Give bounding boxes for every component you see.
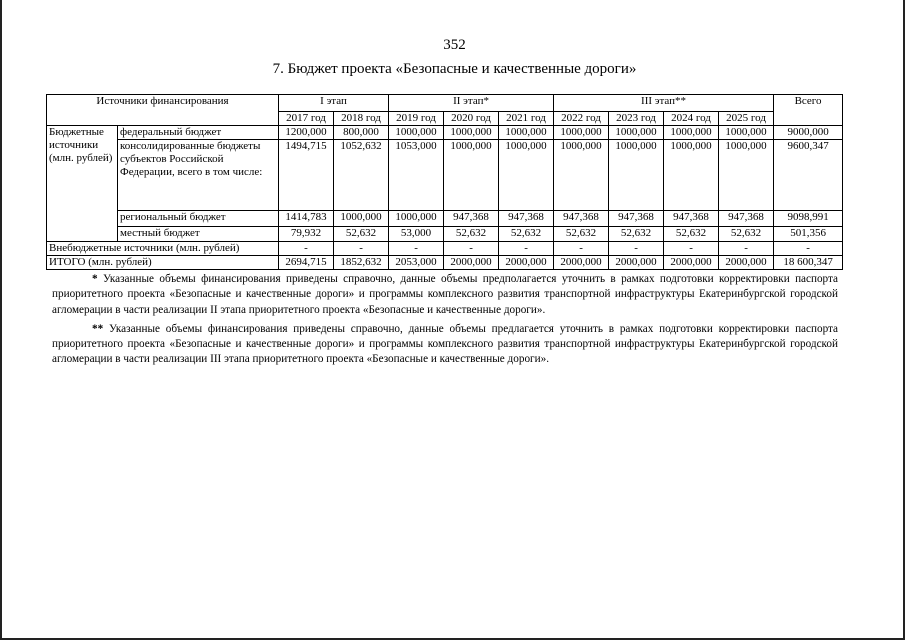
table-cell: 1000,000: [499, 140, 554, 211]
row-group-label: Бюджетные источники (млн. рублей): [47, 126, 118, 242]
footnote-mark: *: [92, 273, 98, 285]
footnote-stage-3: [52, 322, 838, 368]
footnote-text: Указанные объемы финансирования приведены справочно, данные объемы предлагается уточнить в рамках подготовки корректировки паспорта приоритетного проекта «Безопасные и качественные дороги» и программы комплексного развития транспортной инфраструктуры Екатеринбургской городской агломерации в части реализации III этапа приоритетного проекта «Безопасные и качественные дороги».: [52, 322, 839, 366]
table-cell: 1052,632: [334, 140, 389, 211]
table-cell: 1852,632: [334, 256, 389, 270]
year-header: 2020 год: [444, 112, 499, 126]
header-total: Всего: [774, 95, 843, 126]
header-stage-1: I этап: [279, 95, 389, 112]
footnotes: [52, 272, 838, 372]
table-cell: 1000,000: [389, 126, 444, 140]
budget-table: [46, 94, 843, 270]
row-total: 9000,000: [774, 126, 843, 140]
row-total: -: [774, 242, 843, 256]
row-label: консолидированные бюджеты субъектов Российской Федерации, всего в том числе:: [118, 140, 279, 211]
header-sources: Источники финансирования: [47, 95, 279, 126]
table-cell: 947,368: [719, 211, 774, 227]
table-cell: 52,632: [334, 227, 389, 242]
table-cell: -: [334, 242, 389, 256]
table-cell: 1200,000: [279, 126, 334, 140]
table-cell: 52,632: [664, 227, 719, 242]
year-header: 2018 год: [334, 112, 389, 126]
table-cell: 1000,000: [664, 140, 719, 211]
table-cell: 53,000: [389, 227, 444, 242]
footnote-mark: **: [92, 322, 104, 335]
row-total: 18 600,347: [774, 256, 843, 270]
row-label: региональный бюджет: [118, 211, 279, 227]
table-cell: -: [389, 242, 444, 256]
row-total: 9600,347: [774, 140, 843, 211]
table-row: [47, 211, 843, 227]
table-cell: 1000,000: [499, 126, 554, 140]
header-stage-2: II этап*: [389, 95, 554, 112]
table-cell: 947,368: [554, 211, 609, 227]
table-cell: -: [499, 242, 554, 256]
page-title: 7. Бюджет проекта «Безопасные и качественные дороги»: [272, 61, 637, 77]
header-stage-3: III этап**: [554, 95, 774, 112]
footnote-text: Указанные объемы финансирования приведены справочно, данные объемы предполагается уточнить в рамках подготовки корректировки паспорта приоритетного проекта «Безопасные и качественные дороги» и программы комплексного развития транспортной инфраструктуры Екатеринбургской городской агломерации в части реализации II этапа приоритетного проекта «Безопасные и качественные дороги».: [52, 273, 838, 316]
table-row-grand-total: [47, 256, 843, 270]
table-cell: 1000,000: [554, 126, 609, 140]
row-label: федеральный бюджет: [118, 126, 279, 140]
table-cell: 1000,000: [719, 126, 774, 140]
table-cell: -: [444, 242, 499, 256]
table-cell: 1000,000: [554, 140, 609, 211]
table-cell: 1000,000: [609, 140, 664, 211]
table-cell: 1000,000: [719, 140, 774, 211]
year-header: 2022 год: [554, 112, 609, 126]
table-cell: -: [554, 242, 609, 256]
table-row: [47, 227, 843, 242]
year-header: 2025 год: [719, 112, 774, 126]
table-cell: 1000,000: [664, 126, 719, 140]
table-cell: 52,632: [444, 227, 499, 242]
table-cell: 947,368: [499, 211, 554, 227]
table-cell: 947,368: [664, 211, 719, 227]
table-cell: 947,368: [444, 211, 499, 227]
table-cell: 1414,783: [279, 211, 334, 227]
table-row: [47, 140, 843, 211]
table-cell: 2000,000: [664, 256, 719, 270]
year-header: 2017 год: [279, 112, 334, 126]
year-header: 2024 год: [664, 112, 719, 126]
table-cell: -: [609, 242, 664, 256]
table-cell: 2000,000: [719, 256, 774, 270]
table-cell: 52,632: [719, 227, 774, 242]
table-cell: 1000,000: [389, 211, 444, 227]
footnote-stage-2: [52, 272, 838, 318]
table-cell: -: [719, 242, 774, 256]
table-cell: 1000,000: [444, 140, 499, 211]
year-header: 2021 год: [499, 112, 554, 126]
table-cell: -: [279, 242, 334, 256]
table-cell: 2000,000: [554, 256, 609, 270]
table-row: [47, 126, 843, 140]
table-cell: 2053,000: [389, 256, 444, 270]
table-header-row: [47, 95, 843, 112]
table-cell: 1494,715: [279, 140, 334, 211]
row-total: 501,356: [774, 227, 843, 242]
table-cell: 79,932: [279, 227, 334, 242]
row-total: 9098,991: [774, 211, 843, 227]
table-cell: 2000,000: [444, 256, 499, 270]
row-label: ИТОГО (млн. рублей): [47, 256, 279, 270]
table-cell: 2694,715: [279, 256, 334, 270]
table-row-offbudget: [47, 242, 843, 256]
page-number: 352: [443, 37, 466, 53]
year-header: 2019 год: [389, 112, 444, 126]
table-cell: 2000,000: [609, 256, 664, 270]
table-cell: -: [664, 242, 719, 256]
row-label: местный бюджет: [118, 227, 279, 242]
table-cell: 52,632: [499, 227, 554, 242]
year-header: 2023 год: [609, 112, 664, 126]
table-cell: 1000,000: [444, 126, 499, 140]
table-cell: 2000,000: [499, 256, 554, 270]
table-cell: 52,632: [554, 227, 609, 242]
row-label: Внебюджетные источники (млн. рублей): [47, 242, 279, 256]
table-cell: 1053,000: [389, 140, 444, 211]
table-cell: 947,368: [609, 211, 664, 227]
table-cell: 52,632: [609, 227, 664, 242]
table-cell: 800,000: [334, 126, 389, 140]
table-cell: 1000,000: [609, 126, 664, 140]
table-cell: 1000,000: [334, 211, 389, 227]
